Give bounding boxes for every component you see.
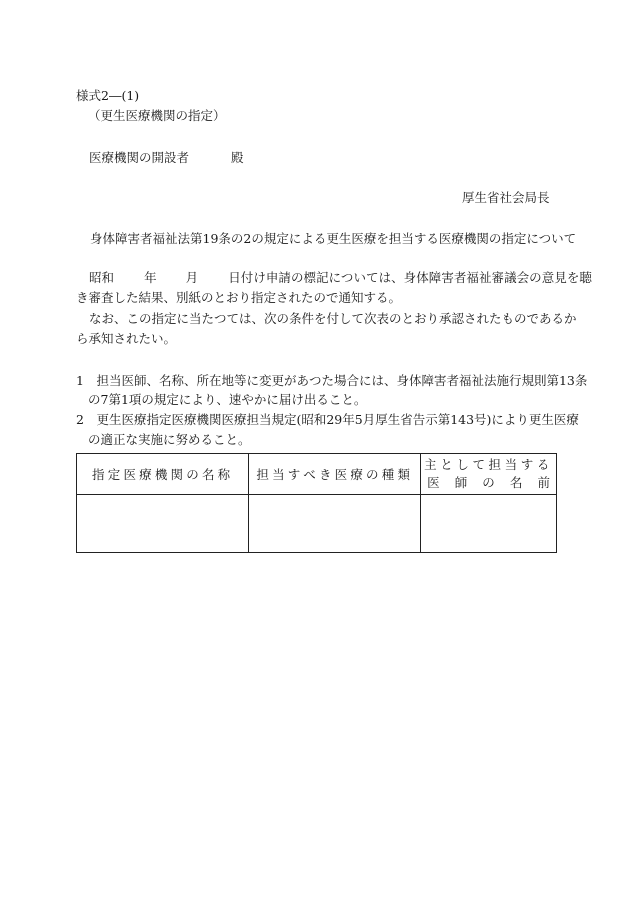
date-era: 昭和 bbox=[89, 270, 115, 285]
date-year-unit: 年 bbox=[144, 270, 157, 285]
condition-1-line-2: の7第1項の規定により、速やかに届け出ること。 bbox=[88, 392, 367, 407]
header-medical-care-type-label: 担当すべき医療の種類 bbox=[256, 467, 414, 482]
body-paragraph-2-line-2: ら承知されたい。 bbox=[76, 331, 177, 346]
form-subtitle: （更生医療機関の指定） bbox=[88, 108, 226, 123]
body-paragraph-1-line-2: き審査した結果、別紙のとおり指定されたので通知する。 bbox=[76, 290, 402, 305]
header-char: 名 bbox=[509, 475, 523, 490]
header-char: の bbox=[482, 475, 495, 490]
header-medical-care-type bbox=[249, 454, 421, 495]
addressee-honorific: 殿 bbox=[231, 150, 244, 165]
cell-institution-name bbox=[77, 495, 249, 553]
designation-table bbox=[76, 453, 557, 553]
header-institution-name bbox=[77, 454, 249, 495]
body-paragraph-1-line-1 bbox=[89, 270, 592, 286]
header-institution-name-label: 指定医療機関の名称 bbox=[92, 467, 234, 482]
header-attending-physician-bottom bbox=[421, 474, 556, 492]
form-number: 様式2―(1) bbox=[76, 88, 140, 103]
cell-medical-care-type bbox=[249, 495, 421, 553]
header-attending-physician bbox=[421, 454, 557, 495]
paragraph-1-text: 日付け申請の標記については、身体障害者福祉審議会の意見を聴 bbox=[228, 270, 592, 285]
subject-line: 身体障害者福祉法第19条の2の規定による更生医療を担当する医療機関の指定について bbox=[90, 231, 577, 246]
header-char: 前 bbox=[537, 475, 550, 490]
condition-2-line-1: 2 更生医療指定医療機関医療担当規定(昭和29年5月厚生省告示第143号)により更生医療 bbox=[76, 412, 579, 427]
cell-attending-physician bbox=[421, 495, 557, 553]
table-header-row bbox=[77, 454, 557, 495]
date-month-unit: 月 bbox=[185, 270, 199, 285]
header-char: 師 bbox=[454, 475, 468, 490]
table-row bbox=[77, 495, 557, 553]
header-char: 医 bbox=[427, 475, 440, 490]
addressee-name: 医療機関の開設者 bbox=[89, 150, 190, 165]
condition-1-line-1: 1 担当医師、名称、所在地等に変更があつた場合には、身体障害者福祉法施行規則第13条 bbox=[76, 373, 588, 388]
header-attending-physician-top: 主として担当する bbox=[424, 457, 553, 472]
condition-2-line-2: の適正な実施に努めること。 bbox=[88, 432, 251, 447]
body-paragraph-2-line-1: なお、この指定に当たつては、次の条件を付して次表のとおり承認されたものであるか bbox=[89, 311, 577, 326]
sender-title: 厚生省社会局長 bbox=[462, 190, 550, 205]
